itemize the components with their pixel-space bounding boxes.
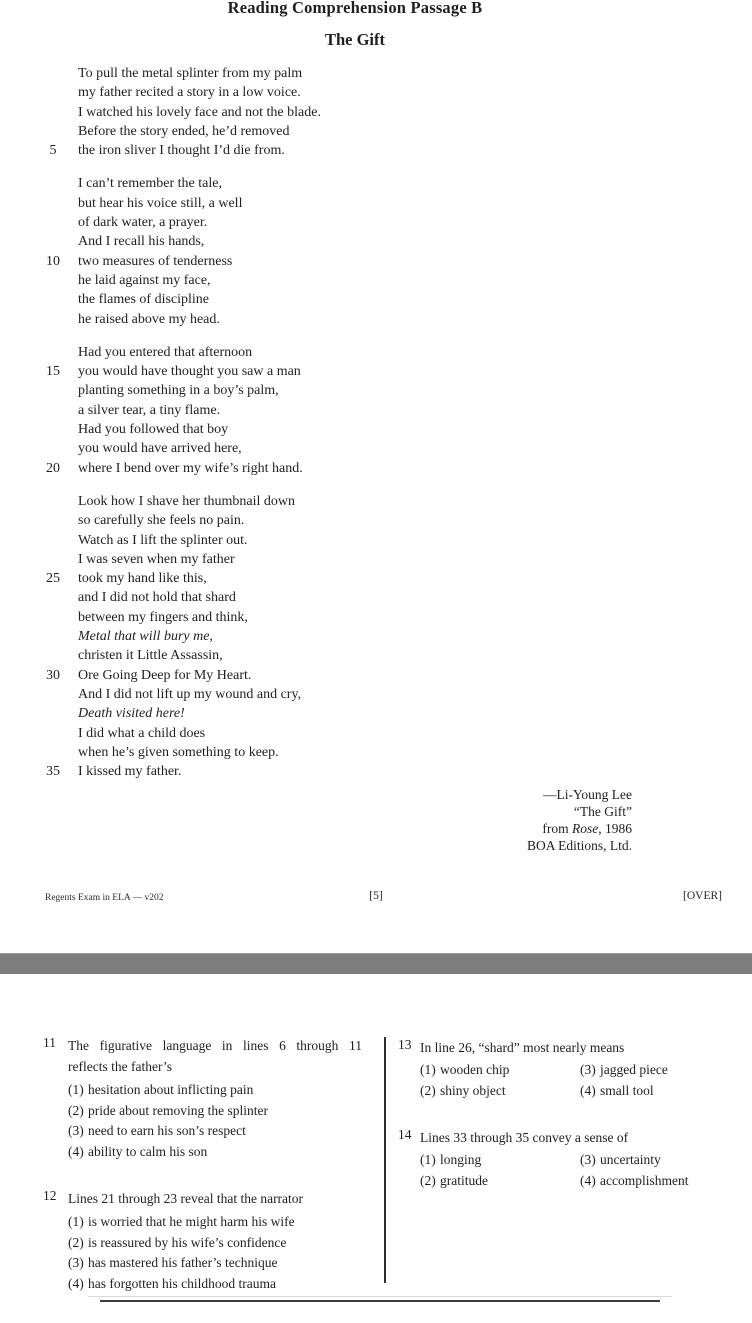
answer-option-label: (4)	[580, 1172, 596, 1188]
poem-line	[40, 213, 640, 232]
answer-option-text: is worried that he might harm his wife	[88, 1214, 295, 1229]
poem-line-number: 20	[46, 460, 60, 476]
answer-option-text: has mastered his father’s technique	[88, 1255, 278, 1270]
poem-line	[40, 64, 640, 83]
poem-line-text: but hear his voice still, a well	[78, 195, 243, 211]
answer-option-text: wooden chip	[440, 1062, 510, 1077]
poem-line-text: you would have thought you saw a man	[78, 364, 301, 380]
question-stem	[420, 1037, 718, 1058]
question-options	[68, 1080, 362, 1162]
poem-line	[40, 492, 640, 511]
poem-line	[40, 194, 640, 213]
poem-line-text: christen it Little Assassin,	[78, 648, 223, 664]
poem-line-text: two measures of tenderness	[78, 253, 233, 269]
question-12	[40, 1188, 362, 1294]
poem-line	[40, 310, 640, 329]
poem-line	[40, 141, 640, 160]
answer-option	[420, 1060, 580, 1081]
answer-option-label: (4)	[68, 1143, 84, 1159]
question-stem-line: Lines 33 through 35 convey a sense of	[420, 1130, 629, 1145]
footer-over-label: [OVER]	[683, 890, 722, 902]
answer-option-label: (2)	[420, 1172, 436, 1188]
questions-column-left	[40, 1035, 362, 1294]
answer-option-label: (2)	[68, 1234, 84, 1250]
poem-line-text: I kissed my father.	[78, 764, 182, 780]
answer-option	[68, 1142, 362, 1163]
answer-option-text: small tool	[600, 1082, 654, 1098]
answer-option-text: pride about removing the splinter	[88, 1102, 268, 1118]
attribution-publisher: BOA Editions, Ltd.	[526, 838, 632, 853]
poem-line	[40, 762, 640, 781]
poem-line-text: And I did not lift up my wound and cry,	[78, 686, 302, 702]
poem-line	[40, 252, 640, 271]
question-stem	[420, 1127, 718, 1148]
answer-option	[68, 1274, 362, 1295]
answer-option	[580, 1060, 718, 1081]
poem-line	[40, 627, 640, 646]
poem-line-text: I was seven when my father	[78, 551, 235, 567]
answer-option-label: (4)	[68, 1275, 84, 1291]
answer-option-text: uncertainty	[600, 1152, 661, 1167]
poem-line-text: so carefully she feels no pain.	[78, 513, 245, 529]
poem-line-text: Ore Going Deep for My Heart.	[78, 667, 252, 683]
attribution-author: —Li-Young Lee	[543, 787, 632, 802]
poem-line	[40, 381, 640, 400]
answer-option-label: (1)	[420, 1062, 436, 1077]
answer-option-label: (3)	[580, 1062, 596, 1077]
section-divider-bar	[0, 953, 752, 974]
poem-line-text: took my hand like this,	[78, 571, 207, 587]
poem-line-number: 25	[46, 571, 60, 587]
question-stem-line: Lines 21 through 23 reveal that the narrator	[68, 1191, 304, 1206]
answer-option	[580, 1081, 718, 1102]
answer-option-label: (2)	[68, 1102, 84, 1118]
poem-line	[40, 232, 640, 251]
question-14	[395, 1127, 718, 1191]
poem-line-text: of dark water, a prayer.	[78, 215, 208, 231]
poem-line	[40, 271, 640, 290]
poem-line	[40, 724, 640, 743]
answer-option-label: (1)	[68, 1082, 84, 1097]
answer-option	[68, 1253, 362, 1274]
poem-line-text: I did what a child does	[78, 725, 206, 741]
answer-option	[580, 1150, 718, 1171]
poem-line-text: the flames of discipline	[78, 292, 210, 308]
poem-line-number: 35	[46, 764, 60, 780]
attribution-title: “The Gift”	[573, 804, 632, 819]
poem-line-text: where I bend over my wife’s right hand.	[78, 460, 303, 476]
poem-stanza	[40, 64, 640, 160]
poem-line-text: my father recited a story in a low voice.	[78, 85, 301, 101]
answer-option	[580, 1171, 718, 1192]
poem-line-text: when he’s given something to keep.	[78, 744, 279, 760]
question-13	[395, 1037, 718, 1101]
poem-line-text: between my fingers and think,	[78, 609, 248, 625]
answer-option	[68, 1233, 362, 1254]
question-stem-line: The figurative language in lines 6 through 11	[68, 1038, 362, 1053]
poem-line	[40, 174, 640, 193]
answer-option-text: gratitude	[440, 1172, 488, 1188]
poem-line-text: And I recall his hands,	[78, 234, 205, 250]
poem-line	[40, 608, 640, 627]
poem-line-text: he raised above my head.	[78, 311, 220, 327]
answer-option-label: (2)	[420, 1082, 436, 1098]
questions-column-right	[395, 1037, 718, 1191]
attribution-source-prefix: from	[542, 821, 572, 836]
poem-line-text: I watched his lovely face and not the blade.	[78, 104, 321, 120]
answer-option-label: (4)	[580, 1082, 596, 1098]
poem-line	[40, 666, 640, 685]
poem-line	[40, 459, 640, 478]
answer-option-text: accomplishment	[600, 1172, 689, 1188]
answer-option	[420, 1150, 580, 1171]
attribution-source-work: Rose	[572, 821, 599, 836]
poem-line-text: Before the story ended, he’d removed	[78, 123, 290, 139]
footer-page-number: [5]	[369, 890, 383, 902]
answer-option	[68, 1121, 362, 1142]
poem-line	[40, 343, 640, 362]
passage-heading: Reading Comprehension Passage B	[227, 0, 483, 17]
answer-option-label: (3)	[68, 1255, 84, 1270]
question-11	[40, 1035, 362, 1162]
poem	[40, 64, 640, 795]
poem-title: The Gift	[324, 30, 386, 49]
poem-line-text: you would have arrived here,	[78, 441, 242, 457]
footer-exam-label: Regents Exam in ELA — v202	[45, 893, 164, 903]
poem-line-text: Metal that will bury me,	[78, 629, 213, 645]
poem-line	[40, 550, 640, 569]
poem-line-text: Look how I shave her thumbnail down	[78, 493, 295, 509]
answer-option	[68, 1101, 362, 1122]
poem-line-text: Death visited here!	[78, 706, 185, 722]
poem-line	[40, 569, 640, 588]
attribution-source-suffix: , 1986	[598, 821, 632, 836]
answer-option-text: hesitation about inflicting pain	[88, 1082, 254, 1097]
answer-option-text: shiny object	[440, 1082, 506, 1098]
poem-line-text: Had you entered that afternoon	[78, 344, 253, 360]
answer-option	[420, 1171, 580, 1192]
answer-option-text: jagged piece	[600, 1062, 668, 1077]
poem-line-text: Had you followed that boy	[78, 422, 229, 438]
poem-line	[40, 743, 640, 762]
answer-option	[420, 1081, 580, 1102]
poem-line	[40, 290, 640, 309]
poem-line-text: planting something in a boy’s palm,	[78, 383, 279, 399]
poem-line-text: Watch as I lift the splinter out.	[78, 532, 248, 548]
question-options	[420, 1150, 718, 1191]
poem-line-text: To pull the metal splinter from my palm	[78, 66, 303, 81]
poem-line	[40, 83, 640, 102]
answer-option-label: (1)	[68, 1214, 84, 1229]
question-number: 11	[43, 1035, 56, 1050]
question-number: 13	[398, 1037, 412, 1052]
poem-stanza	[40, 174, 640, 328]
poem-line	[40, 685, 640, 704]
question-options	[68, 1212, 362, 1294]
bottom-rule-light	[88, 1296, 672, 1297]
answer-option-label: (3)	[68, 1123, 84, 1138]
poem-line-text: the iron sliver I thought I’d die from.	[78, 143, 285, 159]
question-number: 14	[398, 1127, 412, 1142]
attribution	[527, 786, 632, 854]
poem-line-text: a silver tear, a tiny flame.	[78, 402, 221, 418]
poem-line-text: and I did not hold that shard	[78, 590, 236, 606]
answer-option-text: is reassured by his wife’s confidence	[88, 1234, 287, 1250]
poem-line	[40, 588, 640, 607]
question-options	[420, 1060, 718, 1101]
attribution-source	[527, 820, 632, 837]
answer-option-text: ability to calm his son	[88, 1143, 208, 1159]
bottom-rule	[100, 1300, 660, 1302]
poem-line	[40, 531, 640, 550]
poem-line-text: I can’t remember the tale,	[78, 176, 222, 192]
poem-line	[40, 704, 640, 723]
question-stem	[68, 1035, 362, 1077]
poem-line	[40, 439, 640, 458]
poem-line	[40, 511, 640, 530]
poem-line-number: 30	[46, 667, 60, 683]
poem-line	[40, 420, 640, 439]
poem-line	[40, 646, 640, 665]
question-stem-line: reflects the father’s	[68, 1059, 172, 1074]
poem-stanza	[40, 492, 640, 781]
answer-option-text: has forgotten his childhood trauma	[88, 1275, 276, 1291]
poem-line-number: 15	[46, 364, 60, 380]
answer-option	[68, 1212, 362, 1233]
answer-option-label: (1)	[420, 1152, 436, 1167]
poem-line-number: 5	[49, 143, 57, 159]
answer-option-text: need to earn his son’s respect	[88, 1123, 246, 1138]
answer-option-text: longing	[440, 1152, 482, 1167]
poem-line	[40, 103, 640, 122]
answer-option-label: (3)	[580, 1152, 596, 1167]
column-divider-rule	[384, 1037, 386, 1283]
poem-line	[40, 362, 640, 381]
poem-line-number: 10	[46, 253, 60, 269]
question-stem-line: In line 26, “shard” most nearly means	[420, 1040, 625, 1055]
question-number: 12	[43, 1188, 57, 1203]
poem-line	[40, 401, 640, 420]
poem-stanza	[40, 343, 640, 478]
poem-line-text: he laid against my face,	[78, 272, 211, 288]
answer-option	[68, 1080, 362, 1101]
poem-line	[40, 122, 640, 141]
question-stem	[68, 1188, 362, 1209]
